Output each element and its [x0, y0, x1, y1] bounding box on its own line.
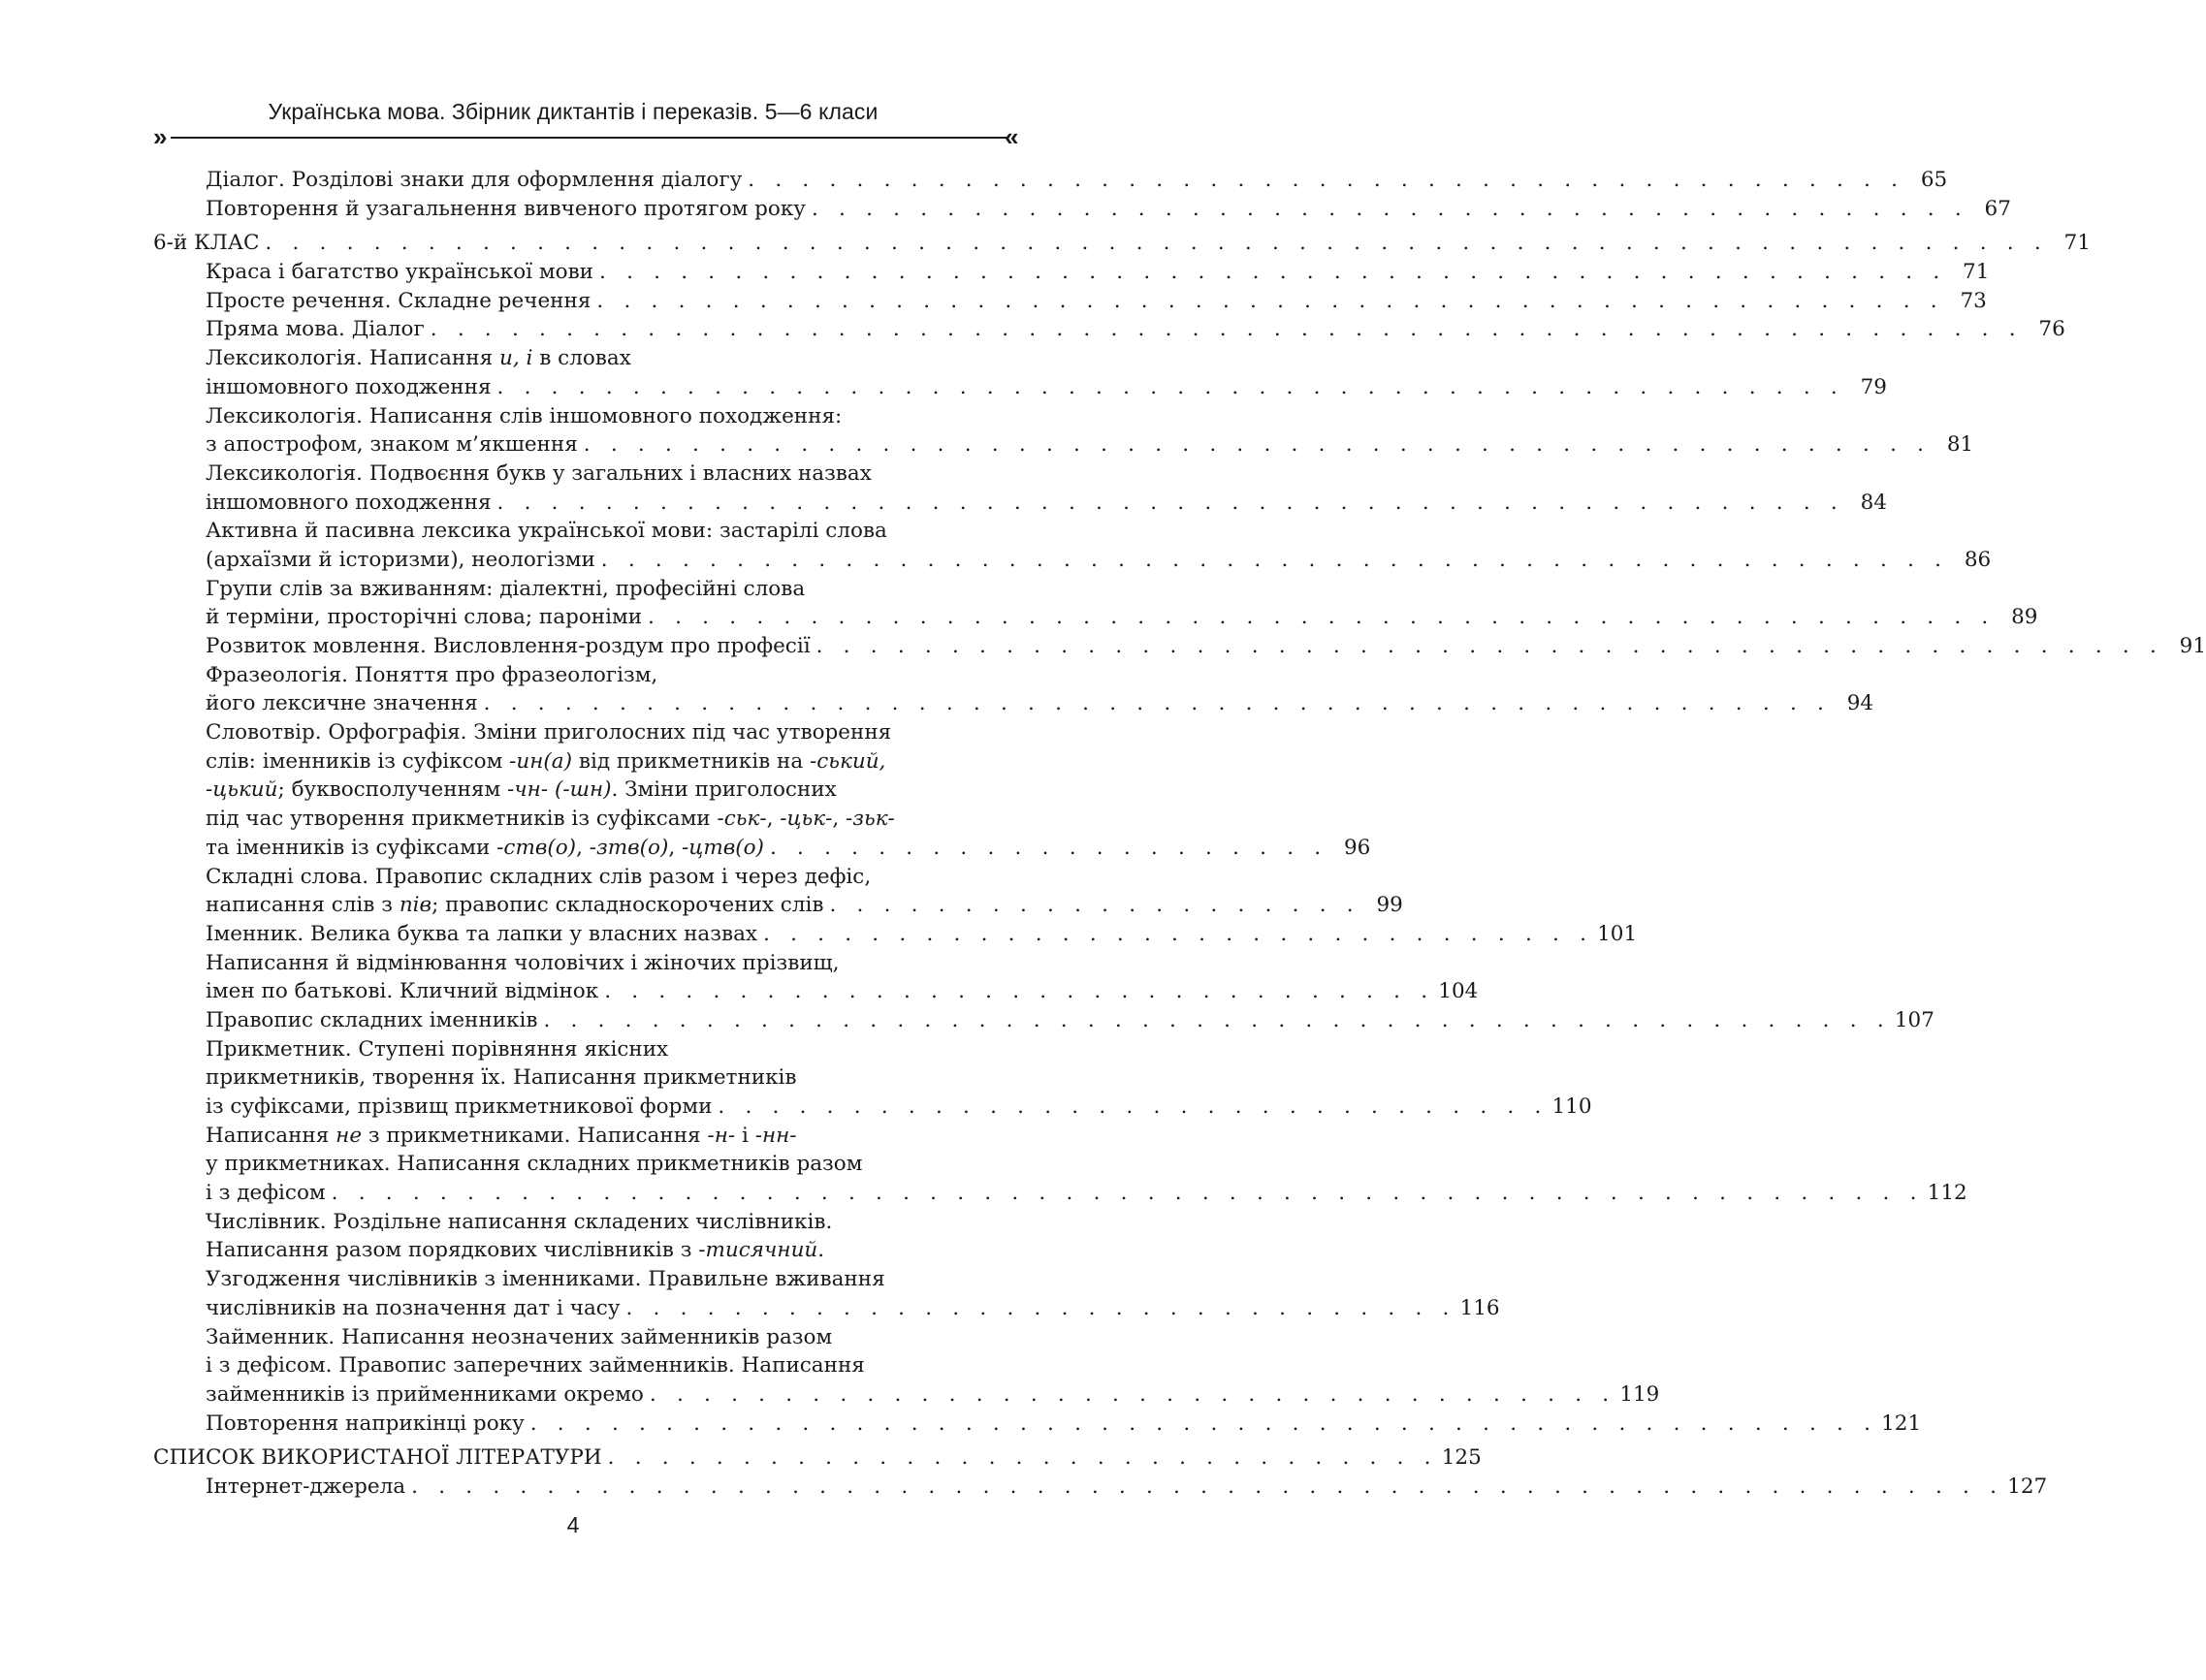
- dot-leader: . . . . . . . . . . . . . . . . . . . . . . . . . . . . . . . . . . . . . . . . . . . . . . . . . . . . . . . . . . .: [430, 317, 2023, 342]
- dot-leader: . . . . . . . . . . . . . . . . . . . . . . . . . . . . . . . . . . . . . . . . . . . . . . . . . .: [529, 1411, 1878, 1436]
- toc-text: Написання: [206, 1123, 336, 1148]
- toc-text: ,: [832, 807, 847, 832]
- toc-entry[interactable]: [153, 1093, 1592, 1122]
- dot-leader: . . . . . . . . . . . . . . . . . . . . . . . . . . . . . . .: [625, 1295, 1456, 1320]
- dot-leader: . . . . . . . . . . . . . . . . . . . . . . . . . . . . . . . . . . . . . . . . . . . . . . . . . .: [815, 634, 2163, 658]
- page-number: 4: [566, 1512, 580, 1537]
- toc-page-number: 125: [1441, 1445, 1482, 1471]
- toc-entry-line[interactable]: [153, 402, 1020, 431]
- toc-entry[interactable]: [153, 1179, 1967, 1208]
- toc-page-number: 99: [1376, 893, 1403, 918]
- toc-italic-text: -ств(о): [496, 835, 577, 860]
- toc-text: Лексикологія. Написання слів іншомовного походження:: [206, 403, 843, 428]
- toc-entry[interactable]: [153, 632, 2206, 661]
- toc-entry[interactable]: [153, 834, 1371, 863]
- toc-entry-title: його лексичне значення: [206, 689, 484, 718]
- toc-entry[interactable]: [153, 689, 1874, 718]
- toc-page-number: 121: [1881, 1411, 1922, 1436]
- toc-page-number: 91: [2179, 634, 2206, 658]
- toc-entry-title: й терміни, просторічні слова; пароніми: [206, 603, 648, 632]
- toc-text: під час утворення прикметників із суфіксами: [206, 807, 718, 832]
- toc-italic-text: (-шн): [554, 777, 612, 803]
- toc-entry-title: Іменник. Велика буква та лапки у власних назвах: [206, 920, 763, 949]
- toc-entry[interactable]: [153, 1380, 1660, 1410]
- toc-text: і: [735, 1123, 755, 1148]
- toc-entry[interactable]: [153, 195, 2011, 224]
- toc-entry-line[interactable]: [153, 747, 1020, 777]
- toc-entry-line[interactable]: [153, 1035, 1020, 1064]
- toc-entry[interactable]: [153, 489, 1887, 518]
- header-rule: [171, 137, 1008, 139]
- toc-entry-title: Інтернет-джерела: [206, 1473, 411, 1502]
- toc-entry-line[interactable]: [153, 1122, 1020, 1151]
- dot-leader: . . . . . . . . . . . . . . . . . . . . . . . . . . . . . . . . . . . .: [649, 1381, 1616, 1407]
- toc-page-number: 104: [1438, 979, 1479, 1004]
- toc-entry-line[interactable]: [153, 1236, 1020, 1265]
- toc-entry-title: числівників на позначення дат і часу: [206, 1294, 625, 1323]
- toc-italic-text: -цьк-: [780, 807, 833, 832]
- toc-page-number: 94: [1846, 691, 1874, 716]
- toc-entry-title: Розвиток мовлення. Висловлення-роздум про професії: [206, 632, 816, 661]
- toc-text: у прикметниках. Написання складних прикметників разом: [206, 1152, 863, 1177]
- toc-text: Узгодження числівників з іменниками. Правильне вживання: [206, 1267, 885, 1292]
- toc-text: Групи слів за вживанням: діалектні, професійні слова: [206, 576, 806, 601]
- dot-leader: . . . . . . . . . . . . . . . . . . . . . . . . . . . . . . . . . . . . . . . . . . .: [811, 196, 1968, 221]
- toc-entry-title: Повторення й узагальнення вивченого протягом року: [206, 195, 812, 224]
- running-header: Українська мова. Збірник диктантів і переказів. 5—6 класи: [268, 99, 879, 124]
- toc-entry[interactable]: [153, 546, 1992, 575]
- toc-text: ; правопис складноскорочених слів: [432, 893, 824, 918]
- toc-entry-line[interactable]: [153, 718, 1020, 747]
- dot-leader: . . . . . . . . . . . . . . . . . . . . . . . . . . . . . . . . . . . . . . . . . . . . . . . . . .: [596, 288, 1944, 313]
- toc-page-number: 65: [1920, 168, 1948, 192]
- toc-page-number: 110: [1551, 1094, 1592, 1119]
- toc-text: Словотвір. Орфографія. Зміни приголосних під час утворення: [206, 720, 892, 745]
- toc-entry-line[interactable]: [153, 460, 1020, 489]
- dot-leader: . . . . . . . . . . . . . . . . . . . . . . . . . . . . . . . . . . . . . . . . . . . . . . . . . . . . . . . . . . .: [331, 1181, 1924, 1206]
- dot-leader: . . . . . . . . . . . . . . . . . . . . . . . . . . . . . . . . . . . . . . . . . . . . . . . . . .: [599, 260, 1947, 285]
- toc-entry-line[interactable]: [153, 1063, 1020, 1093]
- toc-entry[interactable]: [153, 891, 1403, 920]
- toc-entry[interactable]: [153, 1473, 2048, 1502]
- toc-italic-text: пів: [399, 893, 432, 918]
- toc-italic-text: -нн-: [754, 1123, 797, 1148]
- dot-leader: . . . . . . . . . . . . . . . . . . . . . . . . . . . . . . . . . . . . . . . . . . . . . . . . . .: [543, 1007, 1891, 1032]
- toc-italic-text: -ськ-: [717, 807, 767, 832]
- toc-entry[interactable]: [153, 287, 1987, 316]
- toc-entry-line[interactable]: [153, 805, 1020, 834]
- toc-entry-line[interactable]: [153, 863, 1020, 892]
- toc-entry-title: іншомовного походження: [206, 489, 497, 518]
- toc-text: та іменників із суфіксами: [206, 835, 497, 860]
- toc-italic-text: и, і: [498, 346, 533, 371]
- toc-text: від прикметників на: [572, 748, 810, 774]
- dot-leader: . . . . . . . . . . . . . . . . . . . . . . . . . . . . . . . . . . . . . . . . . . . . . . . . . .: [600, 547, 1949, 572]
- toc-page-number: 76: [2038, 317, 2065, 342]
- dot-leader: . . . . . . . . . . . . . . . . . . . . . . . . . . . . . . . . . . . . . . . . . . . . . . . . . .: [483, 691, 1832, 716]
- toc-entry-title: (архаїзми й історизми), неологізми: [206, 546, 601, 575]
- toc-italic-text: -чн-: [507, 777, 549, 803]
- dot-leader: . . . . . . . . . . . . . . . . . . . . . . . . . . . . . . . . . . . . . . . . . . . . . . . . . . . . . . . . . . . . . . . . . .: [265, 231, 2048, 256]
- toc-page-number: 101: [1597, 921, 1638, 946]
- toc-page-number: 79: [1860, 374, 1887, 399]
- toc-entry-line[interactable]: [153, 1351, 1020, 1380]
- toc-text: і з дефісом. Правопис заперечних займенників. Написання: [206, 1353, 865, 1379]
- toc-entry-line[interactable]: [153, 1323, 1020, 1352]
- toc-section[interactable]: [153, 1443, 1482, 1473]
- toc-italic-text: не: [336, 1123, 363, 1148]
- toc-page-number: 107: [1894, 1007, 1934, 1032]
- toc-entry-title: Правопис складних іменників: [206, 1006, 543, 1035]
- toc-entry[interactable]: [153, 920, 1638, 949]
- toc-entry-line[interactable]: [153, 661, 1020, 690]
- toc-entry-title: Пряма мова. Діалог: [206, 315, 431, 344]
- header-right-mark: «: [1005, 122, 1019, 151]
- toc-text: Активна й пасивна лексика української мови: застарілі слова: [206, 519, 887, 544]
- toc-entry[interactable]: [153, 1294, 1500, 1323]
- toc-section[interactable]: [153, 229, 2091, 258]
- toc-text: . Зміни приголосних: [611, 777, 837, 803]
- toc-entry-title: [206, 891, 829, 920]
- toc-entry-title: [206, 834, 770, 863]
- toc-page-number: 67: [1984, 196, 2011, 221]
- toc-entry-title: Повторення наприкінці року: [206, 1410, 530, 1439]
- toc-text: ,: [766, 807, 781, 832]
- toc-text: написання слів з: [206, 893, 400, 918]
- toc-text: ; буквосполученням: [277, 777, 508, 803]
- toc-text: [548, 777, 555, 802]
- toc-entry[interactable]: [153, 977, 1479, 1006]
- toc-entry[interactable]: [153, 258, 1990, 287]
- toc-page-number: 89: [2011, 605, 2038, 630]
- toc-entry-line[interactable]: [153, 1150, 1020, 1179]
- toc-italic-text: -ин(а): [509, 748, 573, 774]
- dot-leader: . . . . . . . . . . . . . . . . . . . . . . . . . . . . . . . . . . . . . . . . . . . . . . . . . .: [648, 605, 1996, 630]
- toc-page-number: 116: [1459, 1295, 1500, 1320]
- toc-text: Складні слова. Правопис складних слів разом і через дефіс,: [206, 864, 872, 889]
- toc-entry-title: із суфіксами, прізвищ прикметникової форми: [206, 1093, 718, 1122]
- toc-italic-text: -зтв(о): [589, 835, 669, 860]
- toc-text: Прикметник. Ступені порівняння якісних: [206, 1036, 669, 1062]
- toc-italic-text: -цтв(о): [682, 835, 764, 860]
- toc-italic-text: -ський,: [810, 748, 886, 774]
- toc-page-number: 96: [1343, 835, 1371, 860]
- toc-entry-title: Краса і багатство української мови: [206, 258, 599, 287]
- toc-page-number: 71: [2063, 231, 2091, 256]
- toc-entry-title: імен по батькові. Кличний відмінок: [206, 977, 604, 1006]
- toc-page-number: 73: [1960, 288, 1987, 313]
- toc-text: Лексикологія. Подвоєння букв у загальних і власних назвах: [206, 460, 872, 486]
- toc-text: прикметників, творення їх. Написання прикметників: [206, 1065, 797, 1091]
- dot-leader: . . . . . . . . . . . . . . . . . . . . . . . . . . . . . . . . . . . . . . . . . . . . . . . . . .: [496, 374, 1844, 399]
- dot-leader: . . . . . . . . . . . . . . . . . . . . . . . . . . . . . . .: [607, 1445, 1438, 1471]
- toc-text: Написання разом порядкових числівників з: [206, 1238, 699, 1263]
- toc-text: Числівник. Роздільне написання складених числівників.: [206, 1209, 833, 1234]
- dot-leader: . . . . . . . . . . . . . . . . . . . . . . . . . . . . . . . . . . . . . . . . . . . . . . . . . . . . . . . . . . .: [411, 1474, 2004, 1499]
- toc-text: Лексикологія. Написання: [206, 346, 499, 371]
- toc-entry-title: з апострофом, знаком м’якшення: [206, 430, 584, 460]
- toc-italic-text: -зьк-: [846, 807, 895, 832]
- toc-entry-line[interactable]: [153, 575, 1020, 604]
- toc-entry-line[interactable]: [153, 949, 1020, 978]
- toc-entry[interactable]: [153, 603, 2038, 632]
- toc-text: ,: [576, 835, 590, 860]
- dot-leader: . . . . . . . . . . . . . . . . . . . .: [829, 893, 1360, 918]
- dot-leader: . . . . . . . . . . . . . . . . . . . . .: [769, 835, 1328, 860]
- toc-section-title: СПИСОК ВИКОРИСТАНОЇ ЛІТЕРАТУРИ: [153, 1443, 608, 1473]
- dot-leader: . . . . . . . . . . . . . . . . . . . . . . . . . . . . . . . . . . . . . . . . . . . . . . . . . .: [496, 490, 1844, 515]
- toc-page-number: 86: [1964, 547, 1992, 572]
- toc-entry[interactable]: [153, 1006, 1934, 1035]
- toc-text: Написання й відмінювання чоловічих і жіночих прізвищ,: [206, 950, 840, 975]
- toc-entry[interactable]: [153, 166, 1948, 195]
- toc-entry-line[interactable]: [153, 1265, 1020, 1294]
- dot-leader: . . . . . . . . . . . . . . . . . . . . . . . . . . . . . . . . . . . . . . . . . . .: [748, 168, 1905, 192]
- toc-text: в словах: [532, 346, 631, 371]
- toc-entry-title: і з дефісом: [206, 1179, 332, 1208]
- toc-entry[interactable]: [153, 315, 2065, 344]
- toc-entry-title: іншомовного походження: [206, 373, 497, 402]
- dot-leader: . . . . . . . . . . . . . . . . . . . . . . . . . . . . . . .: [763, 921, 1594, 946]
- toc-italic-text: -тисячний: [698, 1238, 818, 1263]
- toc-entry[interactable]: [153, 373, 1887, 402]
- dot-leader: . . . . . . . . . . . . . . . . . . . . . . . . . . . . . . .: [604, 979, 1435, 1004]
- toc-italic-text: -н-: [707, 1123, 736, 1148]
- toc-page-number: 112: [1927, 1181, 1967, 1206]
- toc-entry-line[interactable]: [153, 517, 1020, 546]
- toc-text: з прикметниками. Написання: [362, 1123, 708, 1148]
- toc-entry[interactable]: [153, 1410, 1922, 1439]
- toc-entry-title: Просте речення. Складне речення: [206, 287, 596, 316]
- toc-page-number: 119: [1619, 1381, 1660, 1407]
- dot-leader: . . . . . . . . . . . . . . . . . . . . . . . . . . . . . . .: [718, 1094, 1549, 1119]
- toc-text: Фразеологія. Поняття про фразеологізм,: [206, 662, 658, 687]
- toc-entry-line[interactable]: [153, 344, 1020, 373]
- toc-text: Займенник. Написання неозначених займенників разом: [206, 1324, 833, 1349]
- dot-leader: . . . . . . . . . . . . . . . . . . . . . . . . . . . . . . . . . . . . . . . . . . . . . . . . . .: [583, 432, 1932, 458]
- table-of-contents: [153, 166, 2206, 1502]
- toc-section-title: 6-й КЛАС: [153, 229, 265, 258]
- toc-entry-line[interactable]: [153, 776, 1020, 805]
- toc-text: .: [817, 1238, 825, 1263]
- toc-page-number: 127: [2007, 1474, 2048, 1499]
- toc-entry-title: займенників із прийменниками окремо: [206, 1380, 650, 1410]
- toc-page-number: 84: [1860, 490, 1887, 515]
- toc-text: ,: [668, 835, 683, 860]
- toc-text: слів: іменників із суфіксом: [206, 748, 510, 774]
- toc-entry[interactable]: [153, 430, 1974, 460]
- toc-page-number: 81: [1946, 432, 1974, 458]
- toc-italic-text: -цький: [206, 777, 278, 803]
- header-left-mark: »: [153, 122, 168, 151]
- toc-entry-title: Діалог. Розділові знаки для оформлення діалогу: [206, 166, 748, 195]
- toc-page-number: 71: [1963, 260, 1990, 285]
- toc-entry-line[interactable]: [153, 1208, 1020, 1237]
